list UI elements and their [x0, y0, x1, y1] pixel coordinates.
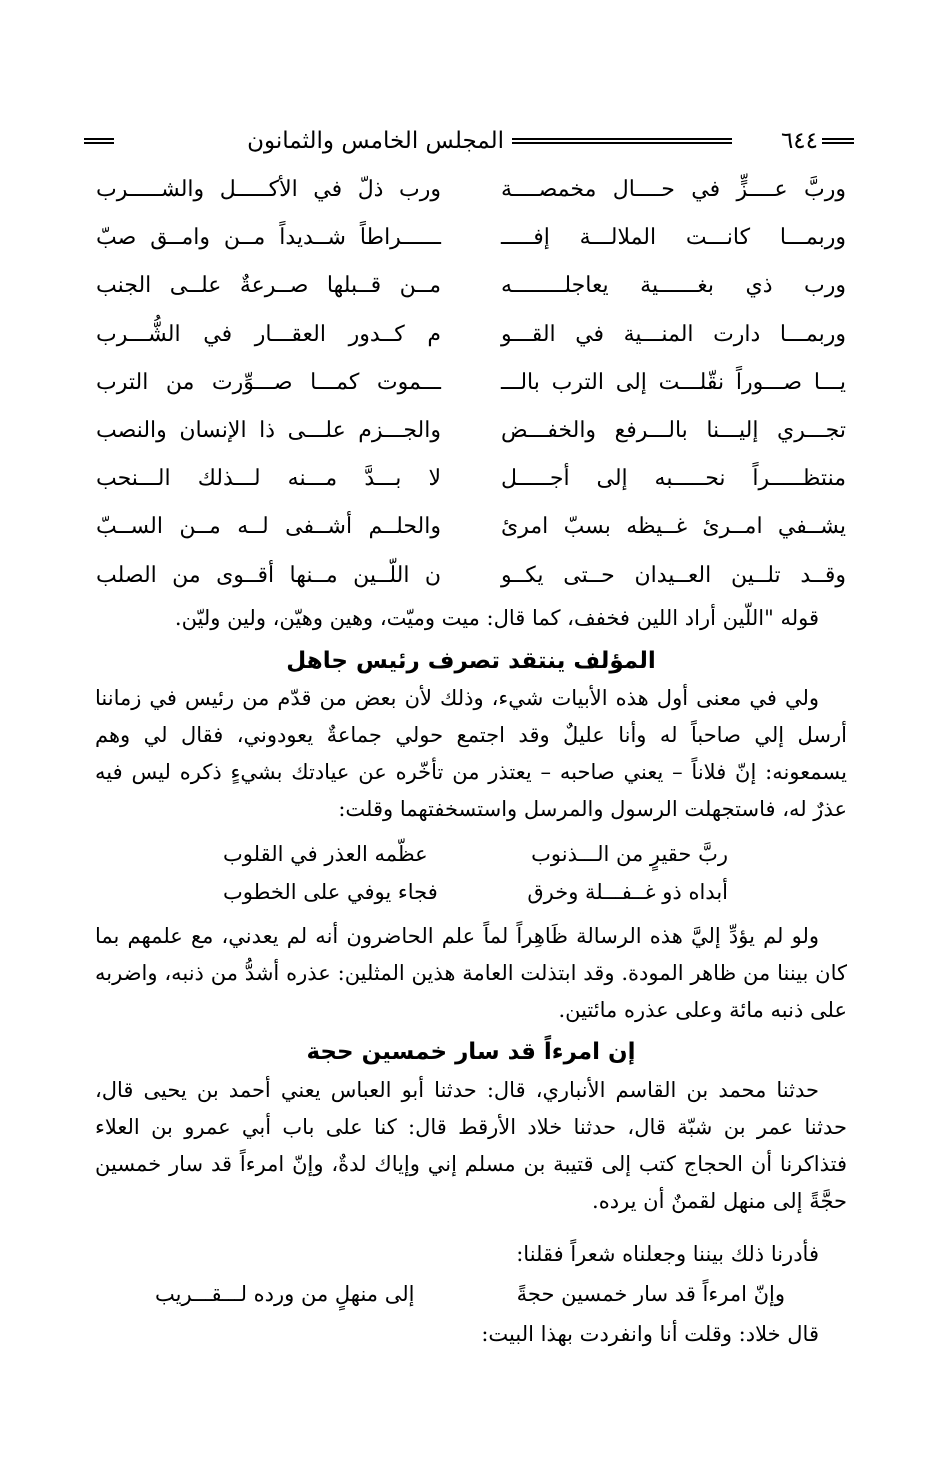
- verse-first-hemistich: ربَّ حقيرٍ من الـــذنوب: [531, 842, 728, 866]
- poem-verse: [96, 361, 846, 409]
- poem: [96, 168, 846, 602]
- running-header: [84, 126, 854, 162]
- section2-paragraph: [95, 1072, 847, 1220]
- paragraph-text: فأدرنا ذلك بيننا وجعلناه شعراً فقلنا:: [516, 1242, 819, 1266]
- section1-paragraph-2: [95, 918, 847, 1029]
- note-text: قوله "اللّين أراد اللين فخفف، كما قال: ميت وميّت، وهين وهيّن، ولين وليّن.: [174, 606, 819, 630]
- section1-paragraph: [95, 680, 847, 828]
- verse-first-hemistich: وربمـــا دارت المنـــية في القـــو: [501, 321, 846, 347]
- verse-first-hemistich: وربمـــا كانـــت الملالـــة إفـــــ: [501, 225, 846, 251]
- paragraph-text: ولي في معنى أول هذه الأبيات شيء، وذلك لأن بعض من قدّم من رئيس في زماننا أرسل إلي صاحباً له وأنا عليلٌ وقد اجتمع حولي جماعةٌ يعودوني، فقال لي وهم يسمعونه: إنّ فلاناً – يعني صاحبه – يعتذر من تأخّره عن عيادتك بشيءٍ ذكره ليس فيه عذرٌ له، فاستجهلت الرسول والمرسل واستسخفتهما وقلت:: [95, 686, 847, 821]
- verse-second-hemistich: مــن قــبلها صــرعةٌ علــى الجنب: [96, 273, 441, 299]
- poem-verse: [96, 264, 846, 312]
- page-number: ٦٤٤: [780, 128, 818, 154]
- poem-verse: [96, 554, 846, 602]
- verse-second-hemistich: عظّمه العذر في القلوب: [223, 842, 428, 866]
- verse-second-hemistich: ورب ذلّ في الأكـــــل والشـــــرب: [96, 177, 441, 202]
- quoted-verse: [95, 1276, 815, 1314]
- header-rule-right: [822, 138, 854, 144]
- paragraph-text: قال خلاد: وقلت أنا وانفردت بهذا البيت:: [481, 1322, 819, 1346]
- verse-first-hemistich: يـــا صـــوراً نقّلـــت إلى الترب بالـــ: [501, 369, 846, 395]
- verse-first-hemistich: ورب ذي بغــــــية يعاجلــــــــه: [501, 273, 846, 299]
- verse-second-hemistich: إلى منهلٍ من ورده لـــقـــريب: [155, 1282, 415, 1306]
- verse-first-hemistich: أبداه ذو غــفـــلة وخرق: [527, 880, 728, 904]
- verse-second-hemistich: والجـــزم علـــى ذا الإنسان والنصب: [96, 417, 441, 443]
- section-heading: إن امرءاً قد سار خمسين حجة: [306, 1039, 636, 1065]
- verse-first-hemistich: تجـــري إليـــنا بالـــرفع والخفـــض: [501, 417, 846, 443]
- header-rule-left: [84, 138, 114, 144]
- poem-verse: [96, 505, 846, 553]
- poem-verse: [96, 313, 846, 361]
- paragraph-text: ولو لم يؤدِّ إليَّ هذه الرسالة ظَاهِراً لماً علم الحاضرون أنه لم يعدني، مع علمهم بما كان بيننا من ظاهر المودة. وقد ابتذلت العامة هذين المثلين: عذره أشدُّ من ذنبه، واضربه على ذنبه مائة وعلى عذره مائتين.: [95, 924, 847, 1022]
- verse-second-hemistich: ــــــراطاً شــديداً مــن وامــق صبّ: [96, 225, 441, 251]
- verse-second-hemistich: والحلــم أشــفى لــه مــن الســبّ: [96, 514, 441, 540]
- section2-line: [95, 1316, 847, 1353]
- header-rule-middle: [512, 138, 732, 144]
- note-paragraph: [95, 600, 847, 637]
- section2-line: [95, 1236, 847, 1273]
- quoted-verse: [95, 836, 728, 874]
- verse-second-hemistich: ـــموت كمـــا صـــوِّرت من الترب: [96, 369, 441, 395]
- verse-first-hemistich: يشــفي امــرئ غــيظه بسبّ امرئ: [501, 514, 846, 540]
- verse-second-hemistich: فجاء يوفي على الخطوب: [223, 880, 438, 904]
- verse-first-hemistich: منتظـــــراً نحـــــبه إلى أجـــــل: [501, 466, 846, 492]
- paragraph-text: حدثنا محمد بن القاسم الأنباري، قال: حدثنا أبو العباس يعني أحمد بن يحيى قال، حدثنا عمر بن شبّة قال، حدثنا خلاد الأرقط قال: كنا على باب أبي عمرو بن العلاء فتذاكرنا أن الحجاج كتب إلى قتيبة بن مسلم إني وإياك لدةٌ، وإنّ امرءاً قد سار خمسين حجَّةً إلى منهل لقمنٌ أن يرده.: [95, 1078, 847, 1213]
- verse-first-hemistich: وربَّ عــــزٍّ في حــــال مخمصــــة: [501, 177, 846, 202]
- quoted-verse: [95, 874, 728, 912]
- chapter-title: المجلس الخامس والثمانون: [247, 128, 504, 154]
- poem-verse: [96, 457, 846, 505]
- verse-second-hemistich: لا بـــدَّ مـــنه لـــذلك الـــنحب: [96, 466, 441, 492]
- section-heading: المؤلف ينتقد تصرف رئيس جاهل: [286, 648, 656, 674]
- poem-verse: [96, 409, 846, 457]
- verse-second-hemistich: م كــدور العقـــار في الشُّـــرب: [96, 321, 441, 347]
- poem-verse: [96, 168, 846, 216]
- verse-first-hemistich: وإنّ امرءاً قد سار خمسين حجةً: [516, 1282, 785, 1306]
- verse-first-hemistich: وقــد تلــين العــيدان حــتى يكــو: [501, 562, 846, 588]
- verse-second-hemistich: ن اللّــين مــنها أقــوى من الصلب: [96, 562, 441, 588]
- poem-verse: [96, 216, 846, 264]
